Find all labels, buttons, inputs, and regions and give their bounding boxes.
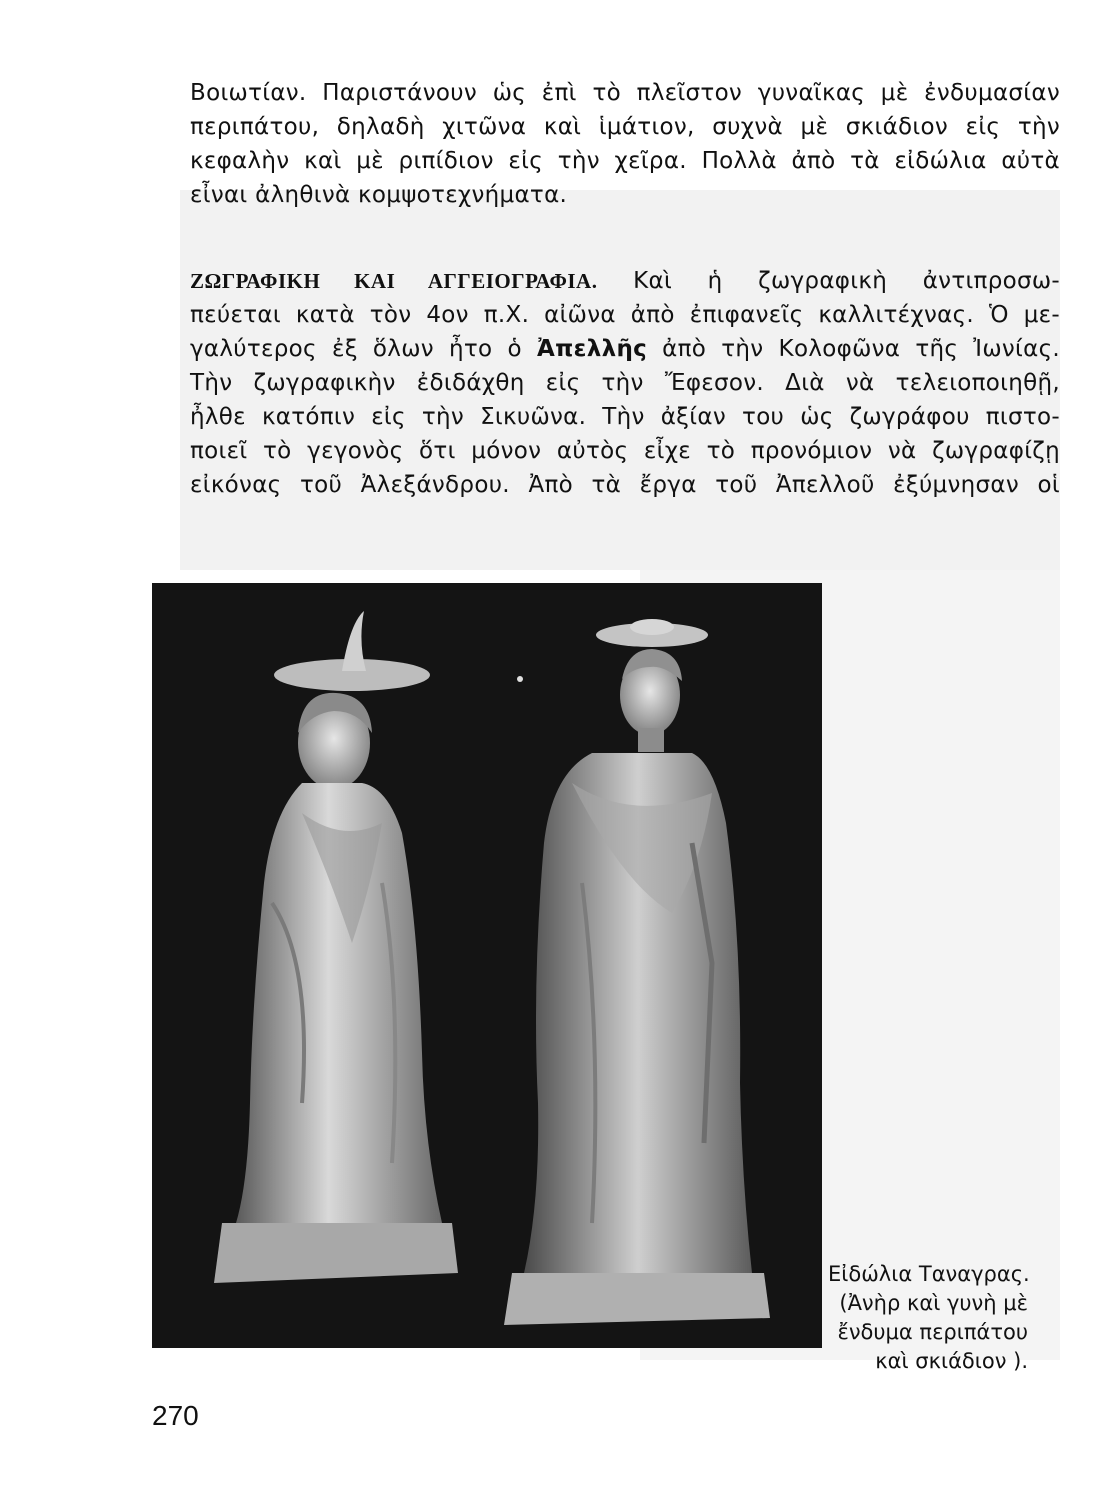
artist-name: Ἀπελλῆς (537, 336, 648, 362)
section-heading: ΖΩΓΡΑΦΙΚΗ ΚΑΙ ΑΓΓΕΙΟΓΡΑΦΙΑ. (190, 269, 598, 293)
caption-line: ἔνδυμα περιπάτου (837, 1320, 1028, 1344)
caption-line: καὶ σκιάδιον ). (875, 1349, 1028, 1373)
caption-line: (Ἀνὴρ καὶ γυνὴ μὲ (839, 1291, 1028, 1315)
text-line: περιπάτου, δηλαδὴ χιτῶνα καὶ ἱμάτιον, συχνὰ μὲ σκιάδιον εἰς τὴν (190, 114, 1060, 140)
text-line: πεύεται κατὰ τὸν 4ον π.Χ. αἰῶνα ἀπὸ ἐπιφανεῖς καλλιτέχνας. Ὁ με- (190, 302, 1060, 328)
text-line: εἰκόνας τοῦ Ἀλεξάνδρου. Ἀπὸ τὰ ἔργα τοῦ Ἀπελλοῦ ἐξύμνησαν οἱ (190, 472, 1060, 498)
text-line: ποιεῖ τὸ γεγονὸς ὅτι μόνον αὐτὸς εἶχε τὸ προνόμιον νὰ ζωγραφίζῃ (190, 438, 1060, 464)
text-line: Τὴν ζωγραφικὴν ἐδιδάχθη εἰς τὴν Ἔφεσον. Διὰ νὰ τελειοποιηθῇ, (190, 370, 1060, 396)
text-line (190, 332, 1060, 366)
paragraph-2 (190, 264, 1060, 502)
text-line: Βοιωτίαν. Παριστάνουν ὡς ἐπὶ τὸ πλεῖστον γυναῖκας μὲ ἐνδυμασίαν (190, 80, 1060, 106)
text-line: κεφαλὴν καὶ μὲ ριπίδιον εἰς τὴν χεῖρα. Πολλὰ ἀπὸ τὰ εἰδώλια αὐτὰ (190, 148, 1060, 174)
text-line (190, 264, 1060, 298)
text-line: εἶναι ἀληθινὰ κομψοτεχνήματα. (190, 182, 568, 208)
text-span: Καὶ ἡ ζωγραφικὴ ἀντιπροσω- (597, 268, 1060, 294)
figure-caption (828, 1260, 1028, 1376)
figurines-illustration (152, 583, 822, 1348)
figurines-photograph (152, 583, 822, 1348)
text-span: ἀπὸ τὴν Κολοφῶνα τῆς Ἰωνίας. (647, 336, 1060, 362)
paragraph-1 (190, 76, 1060, 212)
text-span: γαλύτερος ἐξ ὅλων ἦτο ὁ (190, 336, 538, 362)
text-line: ἦλθε κατόπιν εἰς τὴν Σικυῶνα. Τὴν ἀξίαν του ὡς ζωγράφου πιστο- (190, 404, 1060, 430)
page-number: 270 (152, 1400, 199, 1431)
caption-line: Εἰδώλια Ταναγρας. (828, 1262, 1030, 1286)
